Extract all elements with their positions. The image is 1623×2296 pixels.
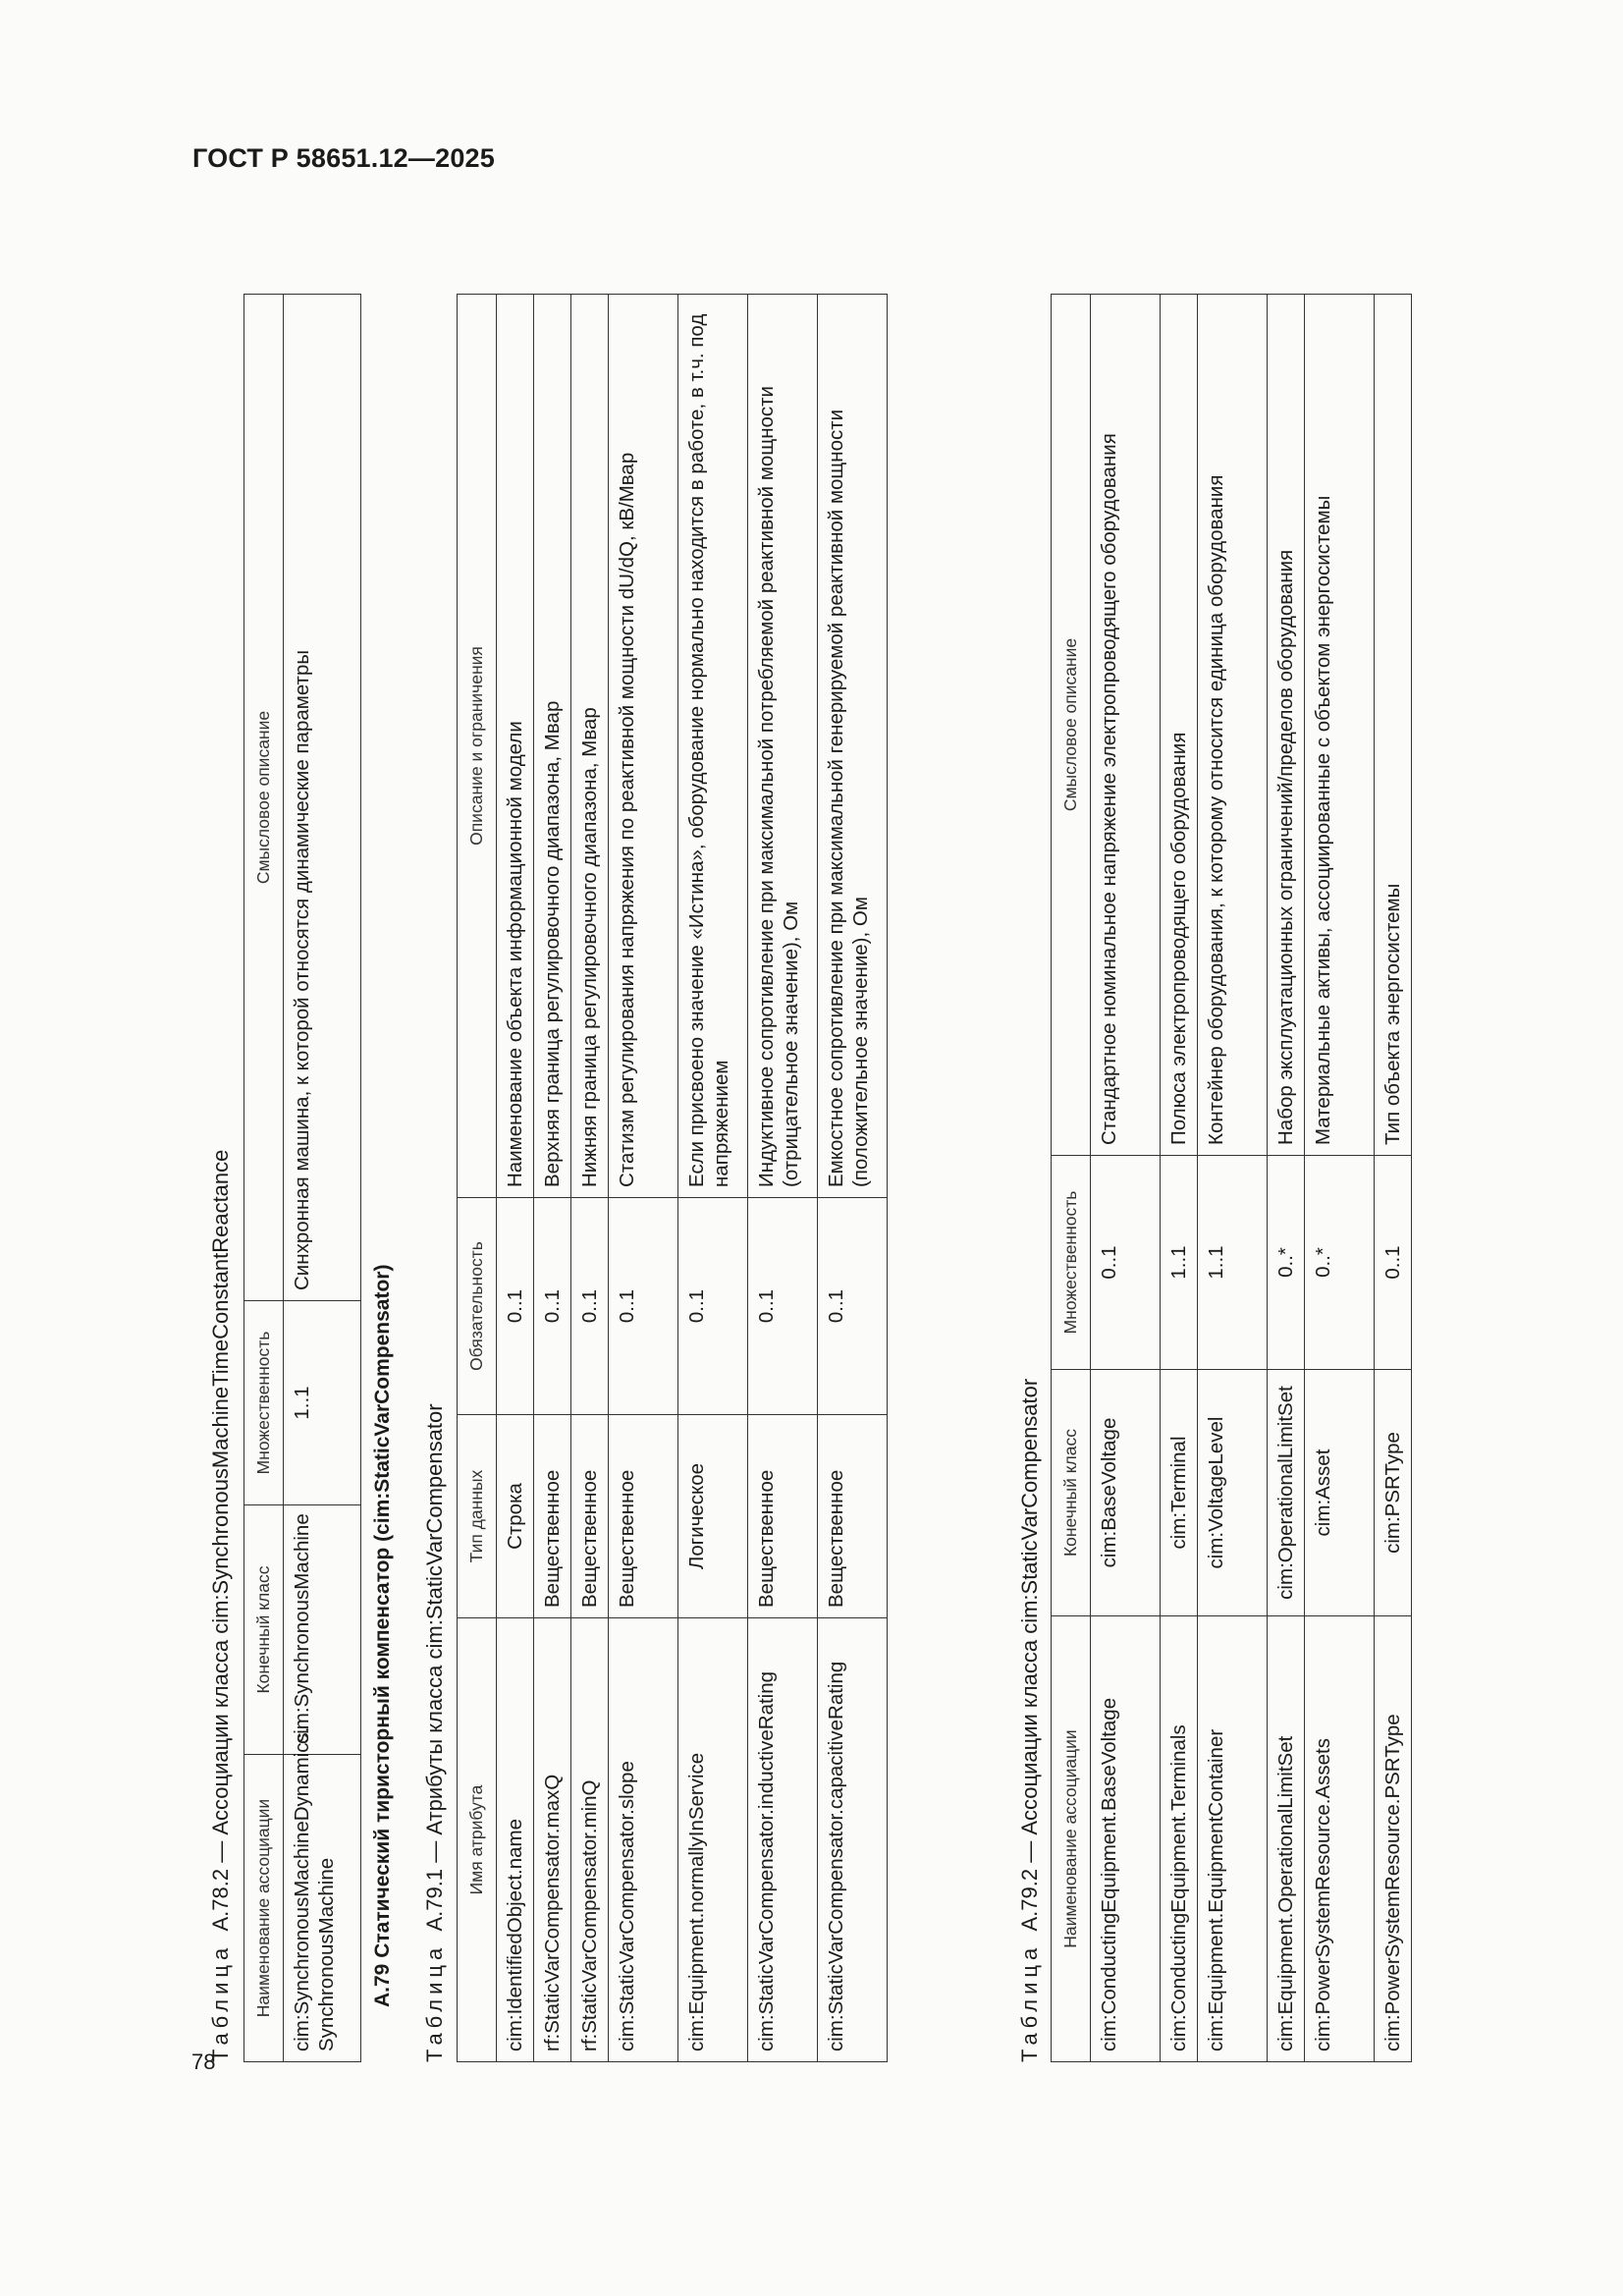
cell-description: Если присвоено значение «Истина», оборудование нормально находится в работе, в т.ч. под напряжением (678, 295, 748, 1198)
cell-multiplicity: 1..1 (284, 1301, 361, 1505)
cell-attribute: cim:StaticVarCompensator.capacitiveRating (818, 1618, 888, 2062)
caption-text: А.78.2 — Ассоциации класса cim:SynchronousMachineTimeConstantReactance (208, 1149, 233, 1932)
cell-class: cim:SynchronousMachine (284, 1505, 361, 1755)
table-row (1305, 295, 1375, 2062)
cell-multiplicity: 0..* (1305, 1156, 1375, 1370)
cell-type: Вещественное (818, 1415, 888, 1618)
cell-description: Контейнер оборудования, к которому относится единица оборудования (1198, 295, 1268, 1156)
cell-required: 0..1 (818, 1198, 888, 1415)
cell-type: Вещественное (534, 1415, 571, 1618)
cell-description: Индуктивное сопротивление при максимальной потребляемой реактивной мощности (отрицательное значение), Ом (748, 295, 818, 1198)
table-row (497, 295, 534, 2062)
col-header: Конечный класс (1052, 1370, 1091, 1616)
cell-description: Статизм регулирования напряжения по реактивной мощности dU/dQ, кВ/Мвар (609, 295, 678, 1198)
cell-association: cim:SynchronousMachineDynamics. SynchronousMachine (284, 1755, 361, 2062)
cell-type: Вещественное (571, 1415, 609, 1618)
cell-description: Материальные активы, ассоциированные с объектом энергосистемы (1305, 295, 1375, 1156)
cell-association: cim:ConductingEquipment.BaseVoltage (1091, 1616, 1161, 2062)
cell-class: cim:PSRType (1375, 1370, 1412, 1616)
col-header: Конечный класс (244, 1505, 284, 1755)
col-header: Множественность (244, 1301, 284, 1505)
cell-required: 0..1 (534, 1198, 571, 1415)
cell-multiplicity: 1..1 (1198, 1156, 1268, 1370)
cell-description: Полюса электропроводящего оборудования (1161, 295, 1198, 1156)
table-a79-2-caption (1017, 1379, 1043, 2062)
cell-association: cim:Equipment.EquipmentContainer (1198, 1616, 1268, 2062)
col-header: Описание и ограничения (458, 295, 497, 1198)
cell-description: Набор эксплуатационных ограничений/пределов оборудования (1268, 295, 1305, 1156)
cell-association: cim:PowerSystemResource.PSRType (1375, 1616, 1412, 2062)
table-a79-2 (1051, 294, 1412, 2062)
table-row (609, 295, 678, 2062)
cell-attribute: rf:StaticVarCompensator.minQ (571, 1618, 609, 2062)
table-row (748, 295, 818, 2062)
table-row (1198, 295, 1268, 2062)
table-row (571, 295, 609, 2062)
cell-type: Вещественное (748, 1415, 818, 1618)
col-header: Смысловое описание (1052, 295, 1091, 1156)
cell-class: cim:VoltageLevel (1198, 1370, 1268, 1616)
section-heading: А.79 Статический тиристорный компенсатор (cim:StaticVarCompensator) (371, 1264, 394, 2007)
cell-class: cim:Asset (1305, 1370, 1375, 1616)
cell-required: 0..1 (609, 1198, 678, 1415)
cell-multiplicity: 0..1 (1375, 1156, 1412, 1370)
caption-text: А.79.1 — Атрибуты класса cim:StaticVarCompensator (422, 1403, 447, 1932)
cell-description: Верхняя граница регулировочного диапазона, Мвар (534, 295, 571, 1198)
caption-word: Таблица (208, 1942, 233, 2062)
cell-association: cim:Equipment.OperationalLimitSet (1268, 1616, 1305, 2062)
cell-description: Наименование объекта информационной модели (497, 295, 534, 1198)
cell-class: cim:Terminal (1161, 1370, 1198, 1616)
col-header: Имя атрибута (458, 1618, 497, 2062)
cell-description: Емкостное сопротивление при максимальной генерируемой реактивной мощности (положительное значение), Ом (818, 295, 888, 1198)
cell-type: Строка (497, 1415, 534, 1618)
table-a78-2-caption (208, 1150, 234, 2062)
table-row (534, 295, 571, 2062)
cell-description: Тип объекта энергосистемы (1375, 295, 1412, 1156)
table-row (1161, 295, 1198, 2062)
table-a79-1 (457, 294, 888, 2062)
cell-attribute: rf:StaticVarCompensator.maxQ (534, 1618, 571, 2062)
cell-attribute: cim:StaticVarCompensator.inductiveRating (748, 1618, 818, 2062)
table-row (678, 295, 748, 2062)
cell-required: 0..1 (678, 1198, 748, 1415)
table-header-row (458, 295, 497, 2062)
table-a79-1-caption (422, 1403, 448, 2062)
col-header: Наименование ассоциации (1052, 1616, 1091, 2062)
cell-description: Синхронная машина, к которой относятся динамические параметры (284, 295, 361, 1301)
col-header: Смысловое описание (244, 295, 284, 1301)
caption-word: Таблица (422, 1942, 447, 2062)
cell-attribute: cim:IdentifiedObject.name (497, 1618, 534, 2062)
table-header-row (244, 295, 284, 2062)
rotated-content (204, 236, 1500, 2062)
table-row (1375, 295, 1412, 2062)
caption-word: Таблица (1017, 1942, 1042, 2062)
table-row (1091, 295, 1161, 2062)
cell-multiplicity: 0..* (1268, 1156, 1305, 1370)
cell-required: 0..1 (497, 1198, 534, 1415)
cell-multiplicity: 1..1 (1161, 1156, 1198, 1370)
cell-type: Логическое (678, 1415, 748, 1618)
table-a78-2 (243, 294, 361, 2062)
cell-description: Нижняя граница регулировочного диапазона, Мвар (571, 295, 609, 1198)
col-header: Множественность (1052, 1156, 1091, 1370)
cell-required: 0..1 (748, 1198, 818, 1415)
col-header: Обязательность (458, 1198, 497, 1415)
document-title: ГОСТ Р 58651.12—2025 (192, 143, 495, 173)
cell-description: Стандартное номинальное напряжение электропроводящего оборудования (1091, 295, 1161, 1156)
table-row (1268, 295, 1305, 2062)
col-header: Наименование ассоциации (244, 1755, 284, 2062)
page-number: 78 (191, 2050, 216, 2074)
cell-attribute: cim:Equipment.normallyInService (678, 1618, 748, 2062)
table-header-row (1052, 295, 1091, 2062)
col-header: Тип данных (458, 1415, 497, 1618)
cell-association: cim:PowerSystemResource.Assets (1305, 1616, 1375, 2062)
cell-type: Вещественное (609, 1415, 678, 1618)
cell-multiplicity: 0..1 (1091, 1156, 1161, 1370)
cell-required: 0..1 (571, 1198, 609, 1415)
table-row (284, 295, 361, 2062)
cell-association: cim:ConductingEquipment.Terminals (1161, 1616, 1198, 2062)
cell-class: cim:BaseVoltage (1091, 1370, 1161, 1616)
cell-attribute: cim:StaticVarCompensator.slope (609, 1618, 678, 2062)
table-row (818, 295, 888, 2062)
cell-class: cim:OperationalLimitSet (1268, 1370, 1305, 1616)
caption-text: А.79.2 — Ассоциации класса cim:StaticVarCompensator (1017, 1378, 1042, 1932)
